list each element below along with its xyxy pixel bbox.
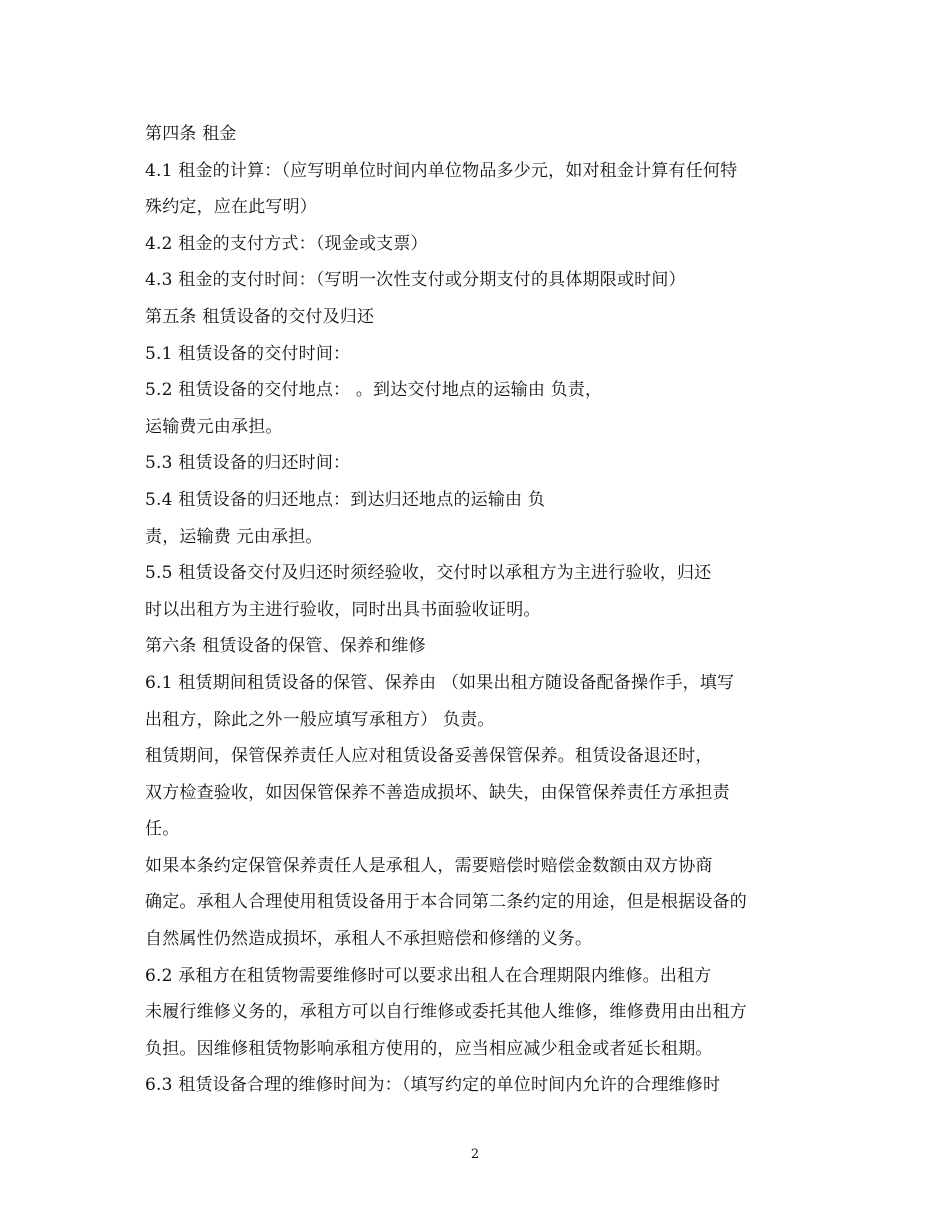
- paragraph-line: 5.3 租赁设备的归还时间：: [145, 453, 351, 474]
- paragraph-line: 4.3 租金的支付时间：（写明一次性支付或分期支付的具体期限或时间）: [145, 270, 686, 291]
- paragraph-line: 时以出租方为主进行验收，同时出具书面验收证明。: [145, 599, 541, 620]
- paragraph-line: 5.1 租赁设备的交付时间：: [145, 343, 351, 364]
- paragraph-line: 任。: [145, 819, 180, 840]
- heading-article-4: 第四条 租金: [145, 124, 237, 144]
- paragraph-line: 4.1 租金的计算：（应写明单位时间内单位物品多少元，如对租金计算有任何特: [145, 160, 738, 181]
- paragraph-line: 6.1 租赁期间租赁设备的保管、保养由 （如果出租方随设备配备操作手，填写: [145, 672, 735, 693]
- paragraph-line: 租赁期间，保管保养责任人应对租赁设备妥善保管保养。租赁设备退还时，: [145, 746, 713, 767]
- paragraph-line: 运输费元由承担。: [145, 416, 283, 437]
- paragraph-line: 未履行维修义务的，承租方可以自行维修或委托其他人维修，维修费用由出租方: [145, 1002, 747, 1023]
- paragraph-line: 确定。承租人合理使用租赁设备用于本合同第二条约定的用途，但是根据设备的: [145, 892, 747, 913]
- paragraph-line: 自然属性仍然造成损坏，承租人不承担赔偿和修缮的义务。: [145, 929, 593, 950]
- paragraph-line: 责，运输费 元由承担。: [145, 526, 323, 547]
- paragraph-line: 5.4 租赁设备的归还地点：到达归还地点的运输由 负: [145, 489, 546, 510]
- paragraph-line: 5.2 租赁设备的交付地点： 。到达交付地点的运输由 负责，: [145, 380, 603, 401]
- page-number: 2: [470, 1147, 480, 1162]
- paragraph-line: 6.2 承租方在租赁物需要维修时可以要求出租人在合理期限内维修。出租方: [145, 965, 712, 986]
- paragraph-line: 负担。因维修租赁物影响承租方使用的，应当相应减少租金或者延长租期。: [145, 1038, 713, 1059]
- paragraph-line: 如果本条约定保管保养责任人是承租人，需要赔偿时赔偿金数额由双方协商: [145, 855, 713, 876]
- paragraph-line: 5.5 租赁设备交付及归还时须经验收，交付时以承租方为主进行验收，归还: [145, 563, 712, 584]
- paragraph-line: 双方检查验收，如因保管保养不善造成损坏、缺失，由保管保养责任方承担责: [145, 782, 730, 803]
- paragraph-line: 殊约定，应在此写明）: [145, 197, 317, 218]
- paragraph-line: 出租方，除此之外一般应填写承租方） 负责。: [145, 709, 495, 730]
- document-body: [145, 116, 825, 1104]
- paragraph-line: 4.2 租金的支付方式：（现金或支票）: [145, 233, 428, 254]
- heading-article-5: 第五条 租赁设备的交付及归还: [145, 306, 375, 327]
- heading-article-6: 第六条 租赁设备的保管、保养和维修: [145, 636, 426, 657]
- paragraph-line: 6.3 租赁设备合理的维修时间为：（填写约定的单位时间内允许的合理维修时: [145, 1075, 721, 1096]
